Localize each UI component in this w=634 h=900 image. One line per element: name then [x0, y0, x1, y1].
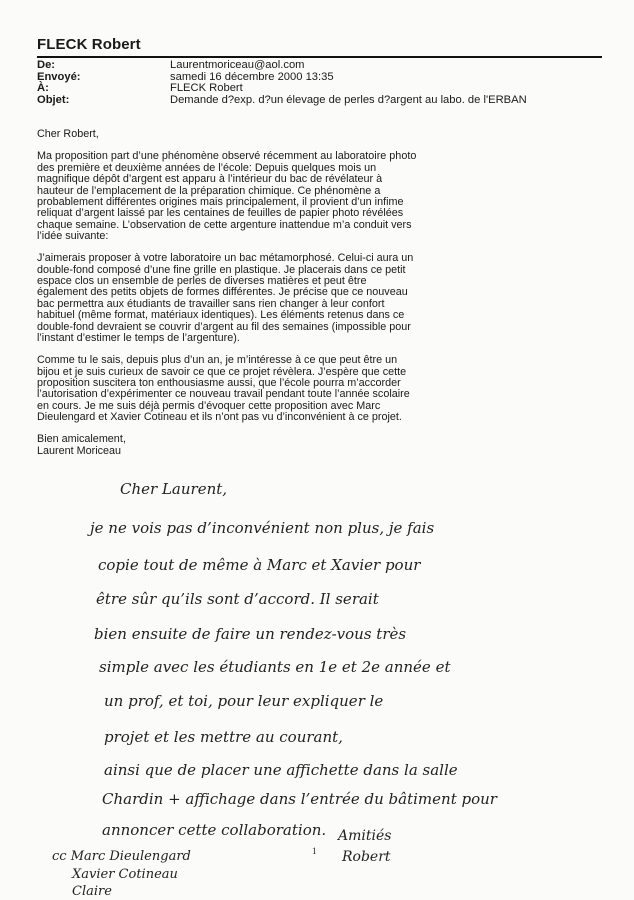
handwritten-line: Cher Laurent, [120, 480, 228, 498]
meta-value-sent: samedi 16 décembre 2000 13:35 [170, 70, 334, 83]
handwritten-cc: cc Marc Dieulengard [52, 849, 191, 864]
handwritten-line: un prof, et toi, pour leur expliquer le [104, 692, 384, 710]
handwritten-line: bien ensuite de faire un rendez-vous très [94, 625, 407, 643]
meta-row-subject [37, 95, 607, 107]
handwritten-line: Chardin + affichage dans l’entrée du bâtiment pour [102, 790, 497, 808]
handwritten-cc: Claire [72, 884, 112, 899]
body-paragraph: J’aimerais proposer à votre laboratoire un bac métamorphosé. Celui-ci aura un double-fond composé d’une fine grille en plastique. Je placerais dans ce petit espace clos un ensemble de perles de diverses matières et peut être également des petits objets de formes différentes. Je précise que ce nouveau bac permettra aux étudiants de travailler sans rien changer à leur confort habituel (même format, matériaux identiques). Les éléments retenus dans ce double-fond devraient se couvrir d’argent au fil des semaines (impossible pour l’instant d’estimer le temps de l’argenture). [37, 252, 414, 345]
handwritten-signature: Robert [342, 849, 391, 865]
meta-value-from: Laurentmoriceau@aol.com [170, 59, 305, 71]
meta-row-sent [37, 72, 607, 84]
body-paragraph: Comme tu le sais, depuis plus d’un an, je m’intéresse à ce que peut être un bijou et je suis curieux de savoir ce que ce projet révèlera. J’espère que cette proposition suscitera ton enthousiasme aussi, que l’école pourra m’accorder l’autorisation d’expérimenter ce nouveau travail pendant toute l’année scolaire en cours. Je me suis déjà permis d’évoquer cette proposition avec Marc Dieulengard et Xavier Cotineau et ils n’ont pas vu d’inconvénient à ce projet. [37, 354, 410, 424]
header-rule [37, 56, 602, 58]
meta-key: De: [37, 59, 56, 71]
meta-key: Objet: [37, 93, 70, 106]
signature: Laurent Moriceau [37, 444, 122, 457]
handwritten-signoff: Amitiés [338, 828, 392, 844]
meta-key: À: [37, 82, 49, 95]
greeting: Cher Robert, [37, 128, 99, 140]
handwritten-line: être sûr qu’ils sont d’accord. Il serait [96, 590, 379, 608]
sender-name: FLECK Robert [37, 36, 141, 53]
handwritten-line: simple avec les étudiants en 1e et 2e année et [99, 658, 451, 676]
handwritten-line: projet et les mettre au courant, [104, 728, 343, 746]
meta-value-to: FLECK Robert [170, 82, 243, 95]
page-number: 1 [312, 846, 317, 856]
body-paragraph: Ma proposition part d’une phénomène observé récemment au laboratoire photo des première et deuxième années de l’école: Depuis quelques mois un magnifique dépôt d’argent est apparu à l’intérieur du bac de révélateur à hauteur de l’emplacement de la préparation chimique. Ce phénomène a probablement différentes origines mais principalement, il provient d’un infime reliquat d’argent laissé par les centaines de feuilles de papier photo révélées chaque semaine. L’observation de cette argenture inattendue m’a conduit vers l’idée suivante: [37, 150, 417, 243]
meta-value-subject: Demande d?exp. d?un élevage de perles d?argent au labo. de l'ERBAN [170, 93, 527, 106]
meta-key: Envoyé: [37, 70, 81, 83]
handwritten-cc: Xavier Cotineau [72, 867, 178, 882]
handwritten-line: annoncer cette collaboration. [102, 821, 327, 839]
meta-row-from [37, 60, 607, 72]
handwritten-line: je ne vois pas d’inconvénient non plus, je fais [90, 519, 435, 537]
handwritten-line: copie tout de même à Marc et Xavier pour [98, 556, 421, 574]
email-meta [37, 60, 607, 106]
handwritten-line: ainsi que de placer une affichette dans la salle [104, 761, 458, 779]
email-body [37, 129, 419, 457]
closing: Bien amicalement, [37, 433, 126, 446]
